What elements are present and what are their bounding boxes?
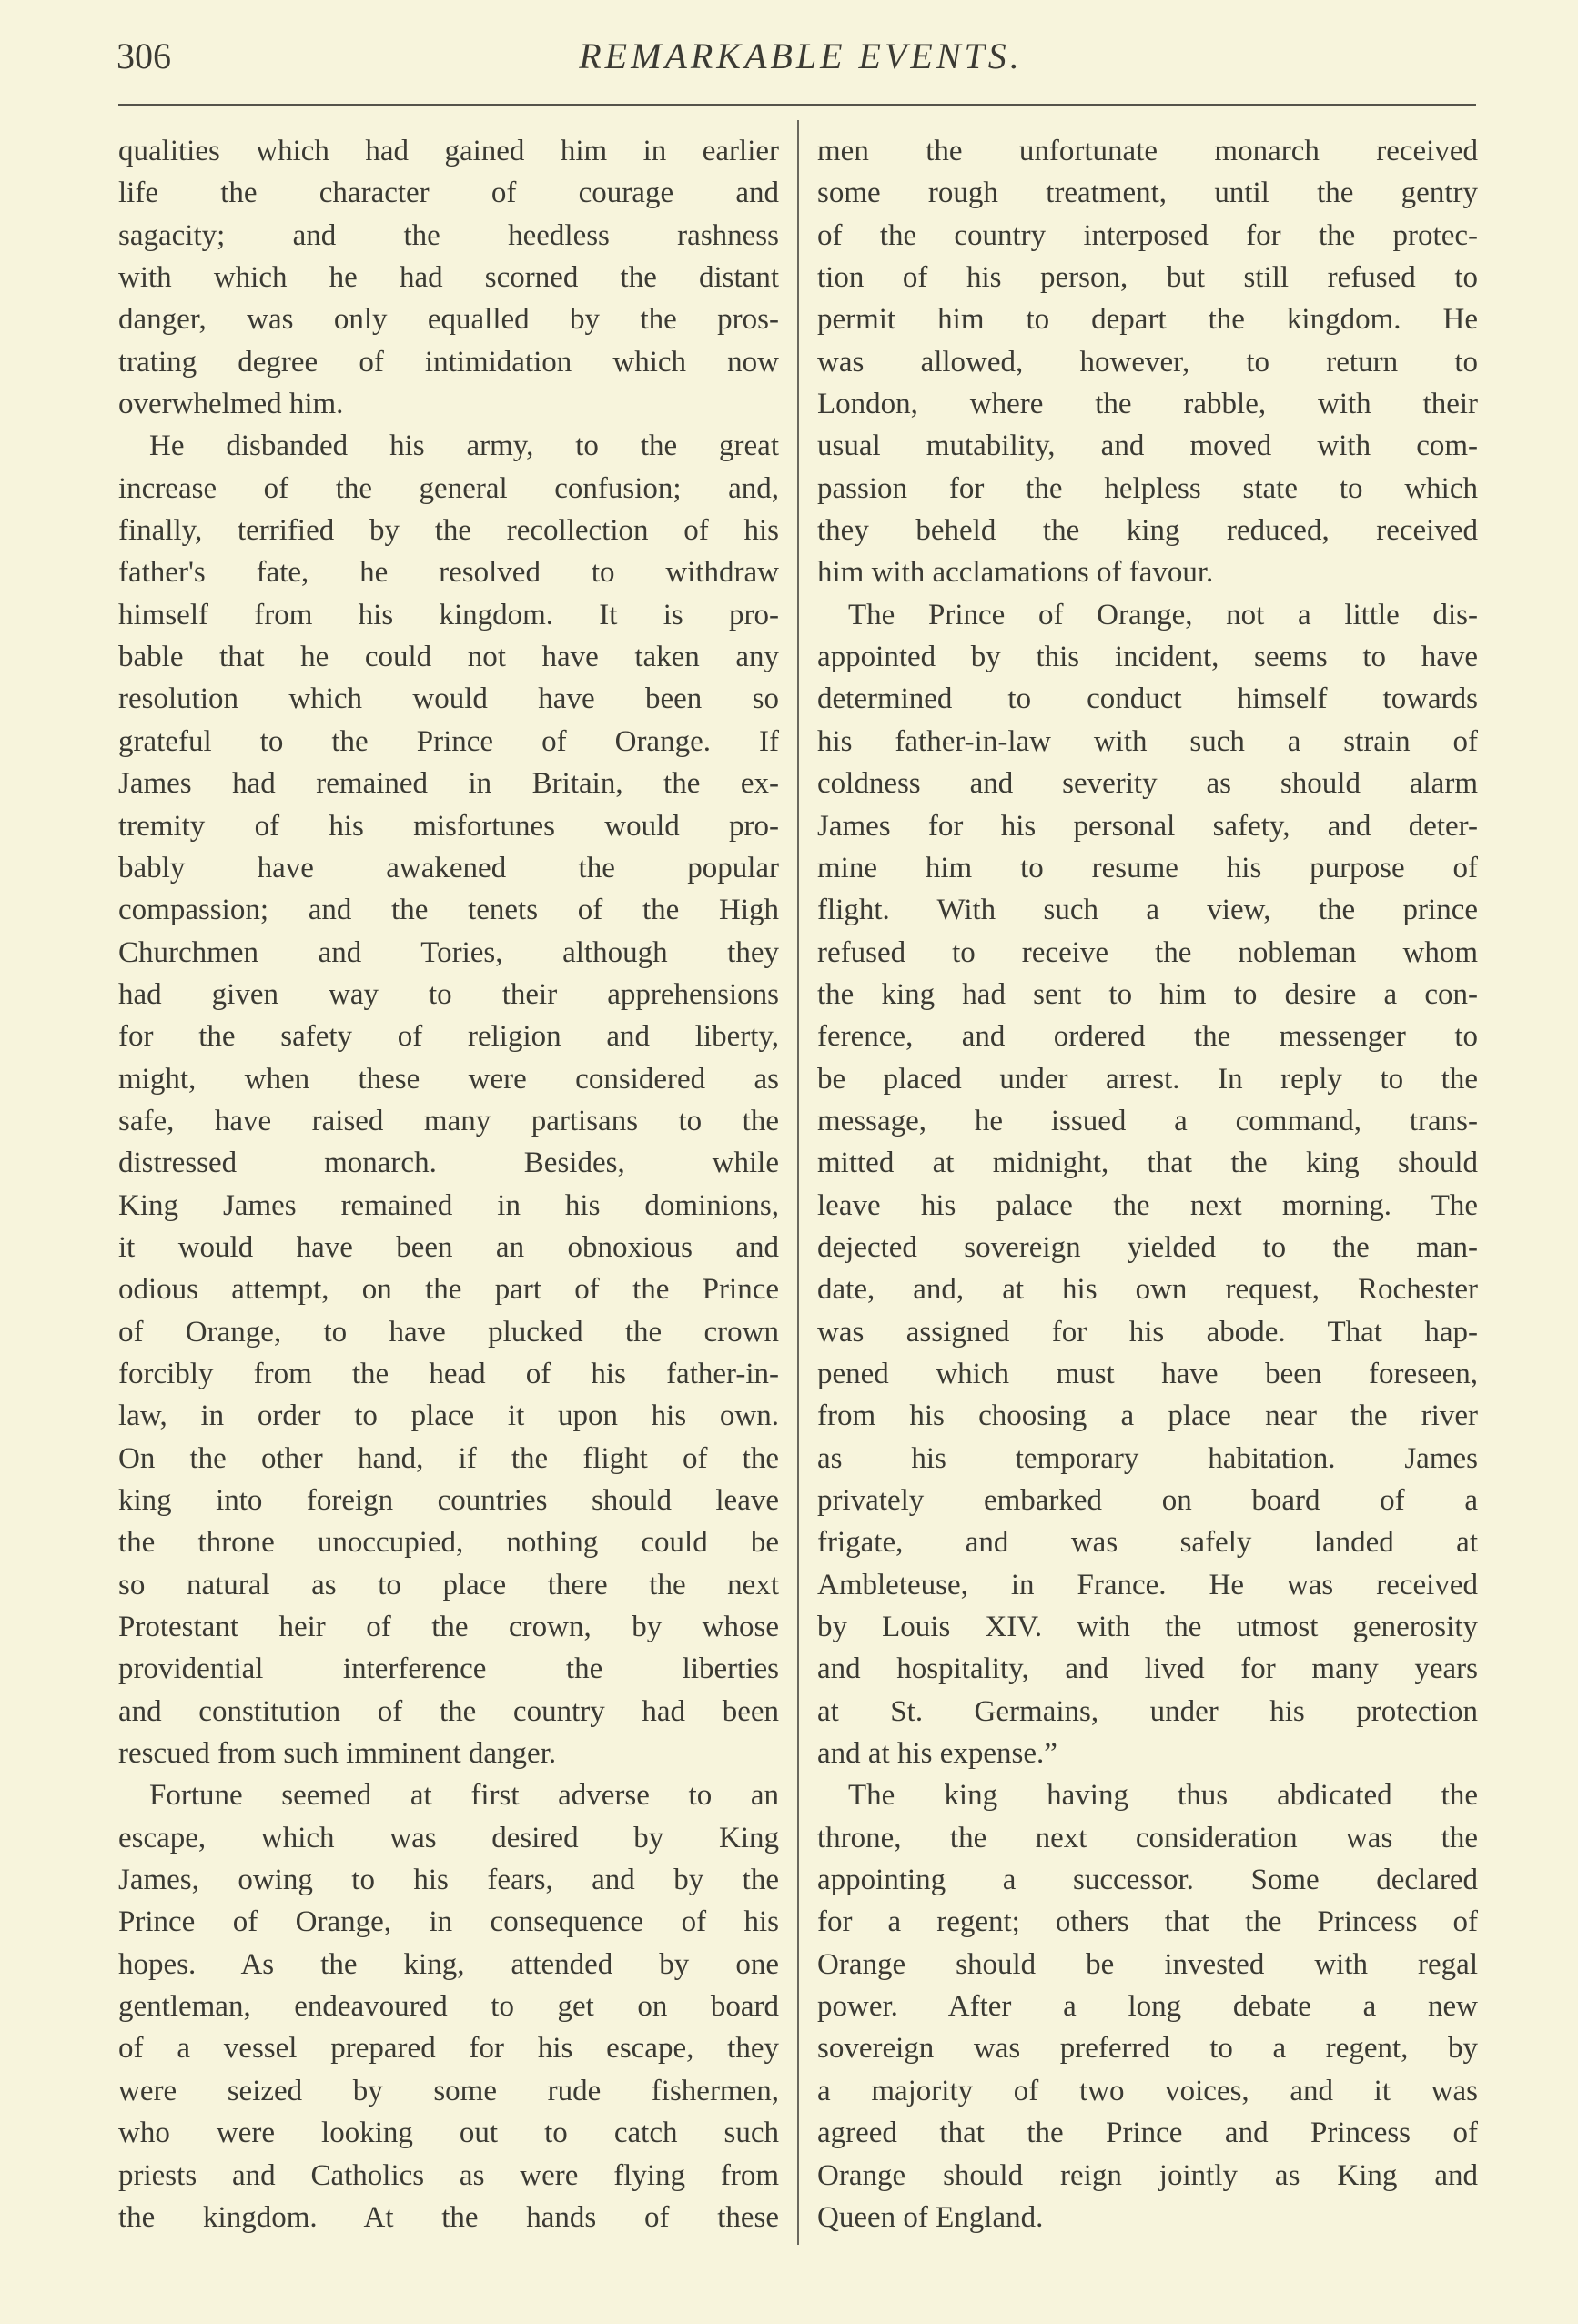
text-line: providential interference the liberties [118, 1652, 779, 1686]
text-line: rescued from such imminent danger. [118, 1737, 557, 1771]
text-line: was allowed, however, to return to [817, 345, 1478, 379]
text-line: frigate, and was safely landed at [817, 1526, 1478, 1560]
text-line: law, in order to place it upon his own. [118, 1399, 779, 1433]
header-rule [118, 104, 1476, 106]
text-line: overwhelmed him. [118, 388, 344, 421]
text-line: Orange should reign jointly as King and [817, 2158, 1478, 2192]
text-line: pened which must have been foreseen, [817, 1357, 1478, 1390]
right-column [817, 130, 1478, 2238]
text-line: danger, was only equalled by the pros- [118, 303, 779, 337]
text-line: leave his palace the next morning. The [817, 1188, 1478, 1222]
text-line: the kingdom. At the hands of these [118, 2200, 779, 2234]
text-line: escape, which was desired by King [118, 1821, 779, 1854]
text-line: the king had sent to him to desire a con- [817, 977, 1478, 1011]
text-line: usual mutability, and moved with com- [817, 429, 1478, 463]
text-line: appointed by this incident, seems to have [817, 641, 1478, 674]
text-line: king into foreign countries should leave [118, 1484, 779, 1517]
text-line: message, he issued a command, trans- [817, 1104, 1478, 1137]
text-line: throne, the next consideration was the [817, 1821, 1478, 1854]
text-line: James, owing to his fears, and by the [118, 1864, 779, 1897]
text-line: his father-in-law with such a strain of [817, 724, 1478, 758]
text-line: ference, and ordered the messenger to [817, 1020, 1478, 1054]
text-line: hopes. As the king, attended by one [118, 1947, 779, 1981]
text-line: at St. Germains, under his protection [817, 1694, 1478, 1728]
text-line: trating degree of intimidation which now [118, 345, 779, 379]
text-line: Prince of Orange, in consequence of his [118, 1905, 779, 1939]
text-line: odious attempt, on the part of the Prince [118, 1273, 779, 1307]
text-line: agreed that the Prince and Princess of [817, 2117, 1478, 2150]
text-line: himself from his kingdom. It is pro- [118, 598, 779, 632]
text-line: who were looking out to catch such [118, 2117, 779, 2150]
text-line: him with acclamations of favour. [817, 556, 1214, 590]
text-line: by Louis XIV. with the utmost generosity [817, 1611, 1478, 1644]
text-line: they beheld the king reduced, received [817, 514, 1478, 548]
text-line: London, where the rabble, with their [817, 388, 1478, 421]
text-line: men the unfortunate monarch received [817, 135, 1478, 167]
text-line: life the character of courage and [118, 177, 779, 210]
text-line: and at his expense.” [817, 1737, 1057, 1771]
text-line: Churchmen and Tories, although they [118, 935, 779, 969]
page-number: 306 [116, 35, 171, 76]
running-title: REMARKABLE EVENTS. [579, 35, 1023, 76]
text-line: appointing a successor. Some declared [817, 1864, 1478, 1897]
text-line: grateful to the Prince of Orange. If [118, 724, 779, 758]
text-line: safe, have raised many partisans to the [118, 1104, 779, 1137]
text-line: distressed monarch. Besides, while [118, 1147, 779, 1180]
paragraph [118, 130, 779, 425]
text-line: James had remained in Britain, the ex- [118, 767, 779, 801]
text-line: dejected sovereign yielded to the man- [817, 1230, 1478, 1264]
text-line: mine him to resume his purpose of [817, 851, 1478, 884]
text-line: of the country interposed for the protec- [817, 218, 1478, 252]
text-line: On the other hand, if the flight of the [118, 1441, 779, 1475]
text-line: sovereign was preferred to a regent, by [817, 2032, 1478, 2066]
text-line: Protestant heir of the crown, by whose [118, 1611, 779, 1644]
text-line: Fortune seemed at first adverse to an [149, 1779, 779, 1813]
text-line: of a vessel prepared for his escape, they [118, 2032, 779, 2066]
text-line: The king having thus abdicated the [848, 1779, 1478, 1813]
text-line: might, when these were considered as [118, 1062, 779, 1096]
text-line: The Prince of Orange, not a little dis- [848, 598, 1478, 632]
text-line: so natural as to place there the next [118, 1568, 779, 1602]
text-line: as his temporary habitation. James [817, 1441, 1478, 1475]
text-line: a majority of two voices, and it was [817, 2074, 1478, 2107]
text-line: sagacity; and the heedless rashness [118, 218, 779, 252]
text-line: father's fate, he resolved to withdraw [118, 556, 779, 590]
text-line: compassion; and the tenets of the High [118, 894, 779, 927]
text-line: flight. With such a view, the prince [817, 894, 1478, 927]
text-line: power. After a long debate a new [817, 1990, 1478, 2024]
text-line: refused to receive the nobleman whom [817, 935, 1478, 969]
text-line: permit him to depart the kingdom. He [817, 303, 1478, 337]
text-line: resolution which would have been so [118, 682, 779, 716]
text-line: bably have awakened the popular [118, 851, 779, 884]
text-line: gentleman, endeavoured to get on board [118, 1990, 779, 2024]
text-line: Orange should be invested with regal [817, 1947, 1478, 1981]
paragraph [118, 1774, 779, 2238]
text-line: of Orange, to have plucked the crown [118, 1315, 779, 1349]
paragraph [817, 1774, 1478, 2238]
paragraph [817, 130, 1478, 594]
text-line: mitted at midnight, that the king should [817, 1147, 1478, 1180]
text-line: coldness and severity as should alarm [817, 767, 1478, 801]
text-line: tremity of his misfortunes would pro- [118, 809, 779, 843]
text-line: King James remained in his dominions, [118, 1188, 779, 1222]
text-line: for a regent; others that the Princess of [817, 1905, 1478, 1939]
text-line: be placed under arrest. In reply to the [817, 1062, 1478, 1096]
text-line: He disbanded his army, to the great [149, 429, 779, 463]
text-line: and hospitality, and lived for many years [817, 1652, 1478, 1686]
paragraph [118, 425, 779, 1774]
text-line: qualities which had gained him in earlier [118, 135, 779, 167]
paragraph [817, 594, 1478, 1775]
left-column [118, 130, 779, 2238]
text-line: passion for the helpless state to which [817, 471, 1478, 505]
column-divider [797, 120, 799, 2245]
text-line: and constitution of the country had been [118, 1694, 779, 1728]
text-line: for the safety of religion and liberty, [118, 1020, 779, 1054]
text-line: date, and, at his own request, Rochester [817, 1273, 1478, 1307]
text-line: some rough treatment, until the gentry [817, 177, 1478, 210]
text-line: priests and Catholics as were flying from [118, 2158, 779, 2192]
text-line: increase of the general confusion; and, [118, 471, 779, 505]
text-line: determined to conduct himself towards [817, 682, 1478, 716]
text-line: were seized by some rude fishermen, [118, 2074, 779, 2107]
text-line: it would have been an obnoxious and [118, 1230, 779, 1264]
text-line: bable that he could not have taken any [118, 641, 779, 674]
text-line: tion of his person, but still refused to [817, 261, 1478, 295]
text-line: from his choosing a place near the river [817, 1399, 1478, 1433]
text-line: was assigned for his abode. That hap- [817, 1315, 1478, 1349]
text-line: James for his personal safety, and deter- [817, 809, 1478, 843]
text-line: finally, terrified by the recollection of his [118, 514, 779, 548]
text-line: with which he had scorned the distant [118, 261, 779, 295]
text-line: Queen of England. [817, 2200, 1044, 2234]
text-line: Ambleteuse, in France. He was received [817, 1568, 1478, 1602]
text-line: forcibly from the head of his father-in- [118, 1357, 779, 1390]
text-line: privately embarked on board of a [817, 1484, 1478, 1517]
text-line: had given way to their apprehensions [118, 977, 779, 1011]
text-line: the throne unoccupied, nothing could be [118, 1526, 779, 1560]
